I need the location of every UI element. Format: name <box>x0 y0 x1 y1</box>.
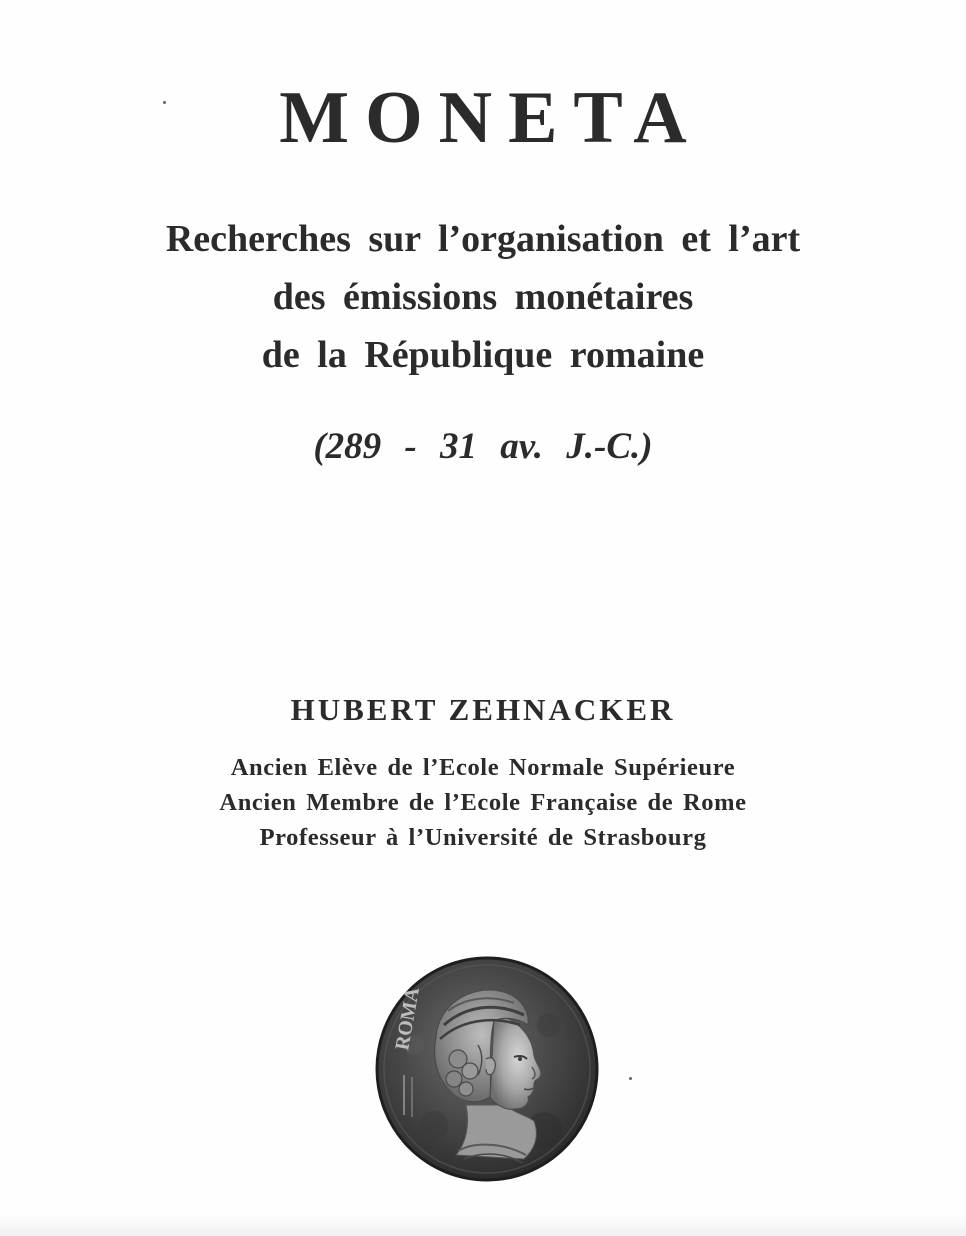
roman-coin-head-icon <box>374 955 602 1183</box>
author-name: HUBERT ZEHNACKER <box>290 692 676 727</box>
credential-line: Ancien Membre de l’Ecole Française de Rome <box>219 789 747 816</box>
book-title: MONETA <box>279 77 703 159</box>
paper-speck <box>163 101 166 104</box>
subtitle-line-2: des émissions monétaires <box>272 276 694 318</box>
paper-speck <box>629 1077 632 1080</box>
book-subtitle <box>0 210 966 384</box>
credential-line: Professeur à l’Université de Strasbourg <box>259 824 707 851</box>
date-range: (289 - 31 av. J.-C.) <box>313 426 653 467</box>
coin-inscription: ROMA <box>391 985 424 1052</box>
credential-line: Ancien Elève de l’Ecole Normale Supérieure <box>230 754 736 781</box>
author-credentials <box>0 750 966 855</box>
subtitle-line-3: de la République romaine <box>261 334 705 376</box>
subtitle-line-1: Recherches sur l’organisation et l’art <box>165 218 801 260</box>
page-bottom-edge <box>0 1212 966 1236</box>
